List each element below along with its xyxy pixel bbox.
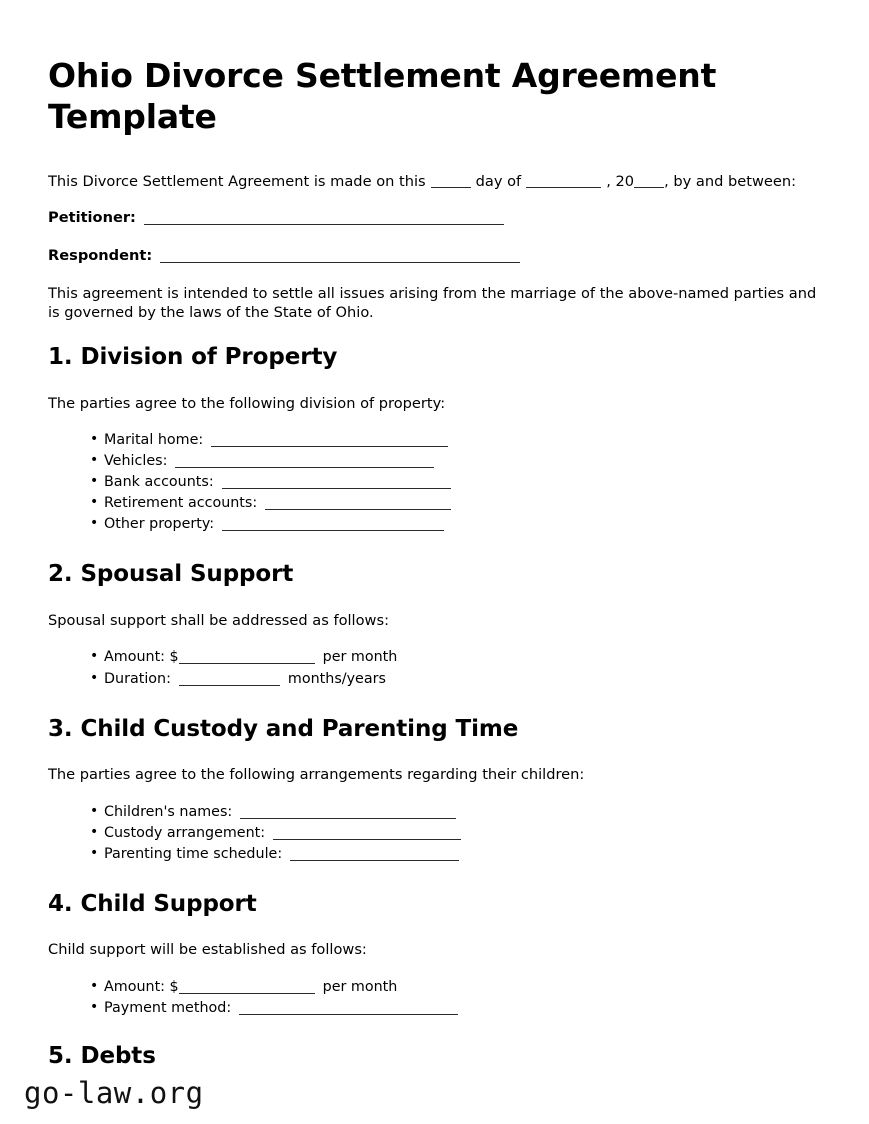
list-item	[90, 669, 819, 690]
list-item	[90, 998, 819, 1019]
year-blank[interactable]	[634, 187, 664, 188]
item-suffix: per month	[322, 649, 398, 666]
list-item	[90, 802, 819, 823]
section-heading-2: 2. Spousal Support	[48, 561, 294, 588]
section-lead-1: The parties agree to the following division of property:	[48, 395, 446, 412]
day-blank[interactable]	[431, 187, 471, 188]
respondent-label: Respondent:	[48, 246, 153, 264]
list-item	[90, 493, 819, 514]
list-item	[90, 514, 819, 535]
section-items-4	[48, 977, 819, 1019]
governing-law-paragraph: This agreement is intended to settle all issues arising from the marriage of the above-named parties and is governed by the laws of the State of Ohio.	[48, 284, 817, 321]
intro-text-after-year: , by and between:	[664, 172, 796, 190]
section-lead-2: Spousal support shall be addressed as follows:	[48, 612, 390, 630]
item-blank[interactable]	[179, 685, 280, 686]
item-blank[interactable]	[222, 530, 444, 531]
section-heading-4: 4. Child Support	[48, 890, 257, 917]
item-label: Children's names:	[104, 803, 233, 820]
section-items-2	[48, 647, 819, 689]
item-suffix: months/years	[287, 670, 386, 687]
list-item	[90, 844, 819, 865]
party-respondent	[48, 246, 819, 266]
petitioner-input-blank[interactable]	[144, 224, 504, 225]
intro-text-year-prefix: , 20	[606, 172, 635, 190]
item-label: Marital home:	[104, 432, 204, 449]
page-title: Ohio Divorce Settlement Agreement Template	[48, 56, 717, 136]
item-label: Payment method:	[104, 999, 232, 1016]
item-label: Vehicles:	[104, 453, 168, 470]
item-label: Bank accounts:	[104, 474, 214, 491]
list-item	[90, 472, 819, 493]
section-lead-4: Child support will be established as follows:	[48, 941, 367, 959]
list-item	[90, 647, 819, 668]
item-blank[interactable]	[265, 509, 451, 510]
list-item	[90, 977, 819, 998]
list-item	[90, 451, 819, 472]
list-item	[90, 430, 819, 451]
item-label: Duration:	[104, 670, 171, 687]
intro-text-day-of: day of	[475, 172, 522, 190]
item-suffix: per month	[322, 978, 398, 995]
section-items-1	[48, 430, 819, 535]
item-blank[interactable]	[222, 488, 451, 489]
list-item	[90, 823, 819, 844]
respondent-input-blank[interactable]	[160, 262, 520, 263]
item-label: Amount: $	[104, 978, 179, 995]
item-label: Retirement accounts:	[104, 495, 258, 512]
item-label: Other property:	[104, 516, 215, 533]
section-heading-1: 1. Division of Property	[48, 344, 338, 371]
intro-text-before: This Divorce Settlement Agreement is made on this	[48, 172, 426, 190]
item-blank[interactable]	[240, 818, 456, 819]
party-petitioner	[48, 208, 819, 228]
intro-paragraph	[48, 172, 819, 191]
item-blank[interactable]	[290, 860, 459, 861]
petitioner-label: Petitioner:	[48, 209, 136, 227]
section-lead-3: The parties agree to the following arrangements regarding their children:	[48, 766, 585, 784]
section-heading-5: 5. Debts	[48, 1042, 156, 1069]
site-watermark: go-law.org	[24, 1076, 204, 1110]
item-label: Parenting time schedule:	[104, 845, 283, 862]
month-blank[interactable]	[526, 187, 601, 188]
item-blank[interactable]	[239, 1014, 458, 1015]
section-heading-3: 3. Child Custody and Parenting Time	[48, 715, 519, 742]
item-blank[interactable]	[179, 993, 315, 994]
item-blank[interactable]	[175, 467, 434, 468]
item-label: Amount: $	[104, 649, 179, 666]
item-label: Custody arrangement:	[104, 824, 266, 841]
item-blank[interactable]	[211, 446, 448, 447]
item-blank[interactable]	[179, 663, 315, 664]
item-blank[interactable]	[273, 839, 461, 840]
section-items-3	[48, 802, 819, 865]
